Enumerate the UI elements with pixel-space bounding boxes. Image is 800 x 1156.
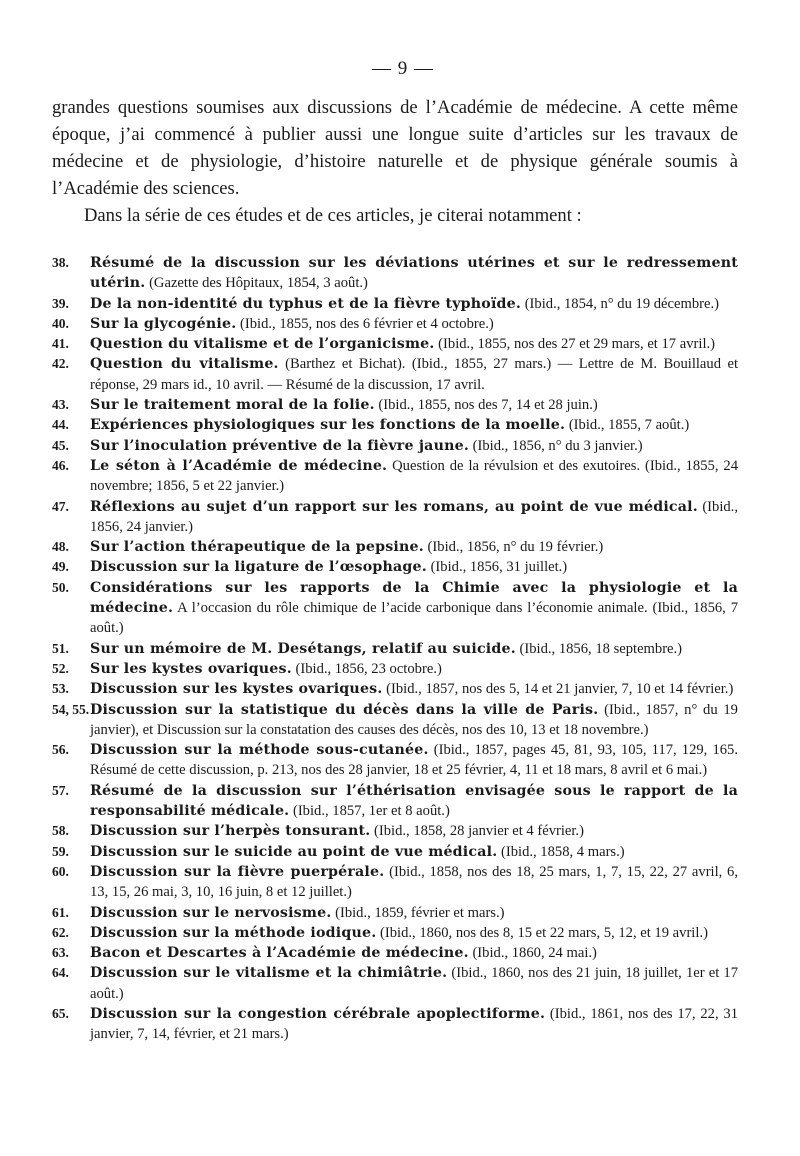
entry-body [90,334,738,354]
entry-body [90,659,738,679]
bibliography-entry [52,334,738,354]
entry-number: 39. [52,295,69,311]
bibliography-entry [52,557,738,577]
entry-body [90,639,738,659]
entry-number: 53. [52,681,69,697]
bibliography-entry [52,314,738,334]
entry-title: Sur la glycogénie. [90,315,237,332]
entry-number: 45. [52,437,69,453]
entry-number: 50. [52,579,69,595]
entry-reference: (Gazette des Hôpitaux, 1854, 3 août.) [145,275,368,292]
entry-title: Réflexions au sujet d’un rapport sur les romans, au point de vue médical. [90,498,698,515]
page-number: — 9 — [372,58,434,79]
entry-title: Discussion sur le vitalisme et la chimiâtrie. [90,965,448,982]
entry-title: Discussion sur la méthode sous-cutanée. [90,742,429,759]
entry-number: 46. [52,457,69,473]
entry-title: Discussion sur le nervosisme. [90,904,332,921]
bibliography-entry [52,862,738,903]
entry-number: 57. [52,782,69,798]
bibliography-entry [52,740,738,781]
entry-body [90,395,738,415]
entry-title: Sur les kystes ovariques. [90,660,292,677]
entry-number: 59. [52,843,69,859]
entry-reference: (Ibid., 1858, 28 janvier et 4 février.) [370,823,584,840]
bibliography-entry [52,1004,738,1045]
entry-reference: (Barthez et Bichat). (Ibid., 1855, 27 mars.) — Lettre de M. Bouillaud et réponse, 29 mars id., 10 avril. — Résumé de la discussion, 17 avril. [90,356,739,393]
bibliography-entry [52,903,738,923]
entry-title: Discussion sur l’herpès tonsurant. [90,823,371,840]
entry-number: 43. [52,397,69,413]
entry-body [90,862,738,903]
bibliography-entry [52,253,738,294]
entry-number: 41. [52,336,69,352]
bibliography-entry [52,294,738,314]
entry-title: Question du vitalisme et de l’organicisme. [90,336,435,353]
entry-reference: (Ibid., 1860, 24 mai.) [468,945,597,962]
bibliography-entry [52,578,738,639]
entry-title: Sur l’action thérapeutique de la pepsine. [90,539,424,556]
entry-body [90,253,738,294]
entry-number: 63. [52,945,69,961]
entry-number: 61. [52,904,69,920]
entry-title: Sur un mémoire de M. Desétangs, relatif au suicide. [90,640,516,657]
entry-reference: (Ibid., 1857, n° du 19 janvier), et Discussion sur la constatation des causes des décès, nos des 10, 13 et 18 novembre.) [90,701,738,738]
entry-number: 54, 55. [52,701,90,717]
entry-number: 58. [52,823,69,839]
entry-number: 47. [52,498,69,514]
entry-number: 48. [52,539,69,555]
entry-title: Discussion sur la ligature de l’œsophage. [90,559,427,576]
entry-title: Sur le traitement moral de la folie. [90,397,375,414]
entry-body [90,294,738,314]
entry-reference: (Ibid., 1856, n° du 3 janvier.) [468,437,643,454]
entry-body [90,578,738,639]
entry-body [90,679,738,699]
entry-reference: (Ibid., 1855, nos des 27 et 29 mars, et 17 avril.) [434,336,716,353]
entry-body [90,314,738,334]
entry-body [90,781,738,822]
entry-number: 38. [52,255,69,270]
bibliography-entry [52,639,738,659]
bibliography-entry [52,781,738,822]
entry-number: 40. [52,315,69,331]
bibliography-entry [52,456,738,497]
entry-title: Sur l’inoculation préventive de la fièvre jaune. [90,437,469,454]
bibliography-entry [52,821,738,841]
entry-title: Discussion sur les kystes ovariques. [90,681,383,698]
bibliography-entry [52,354,738,395]
entry-reference: (Ibid., 1854, n° du 19 décembre.) [521,295,719,312]
entry-number: 60. [52,863,69,879]
entry-number: 56. [52,742,69,758]
entry-reference: (Ibid., 1860, nos des 21 juin, 18 juillet, 1er et 17 août.) [90,965,738,1002]
bibliography-entry [52,436,738,456]
entry-reference: (Ibid., 1856, 31 juillet.) [426,559,568,576]
entry-title: Résumé de la discussion sur l’éthérisation envisagée sous le rapport de la responsabilité médicale. [90,782,738,820]
entry-reference: A l’occasion du rôle chimique de l’acide carbonique dans l’économie animale. (Ibid., 1856, 7 août.) [90,600,738,637]
bibliography-entry [52,415,738,435]
entry-body [90,1004,738,1045]
bibliography-entry [52,943,738,963]
entry-reference: (Ibid., 1857, 1er et 8 août.) [289,803,450,820]
entry-reference: (Ibid., 1856, 18 septembre.) [515,640,683,657]
entry-title: Le séton à l’Académie de médecine. [90,457,388,474]
entry-reference: (Ibid., 1856, 24 janvier.) [90,498,738,535]
entry-title: Discussion sur la méthode iodique. [90,924,377,941]
entry-body [90,903,738,923]
entry-number: 49. [52,559,69,575]
entry-body [90,943,738,963]
entry-title: De la non-identité du typhus et de la fièvre typhoïde. [90,295,522,312]
entry-reference: (Ibid., 1857, nos des 5, 14 et 21 janvier, 7, 10 et 14 février.) [382,681,734,698]
entry-title: Expériences physiologiques sur les fonctions de la moelle. [90,417,566,434]
entry-title: Considérations sur les rapports de la Chimie avec la physiologie et la médecine. [90,579,738,617]
entry-number: 65. [52,1005,69,1021]
bibliography-entry [52,497,738,538]
bibliography-entry [52,537,738,557]
entry-body [90,456,738,497]
entry-body [90,842,738,862]
entry-title: Discussion sur la congestion cérébrale apoplectiforme. [90,1005,546,1022]
entry-reference: (Ibid., 1860, nos des 8, 15 et 22 mars, 5, 12, et 19 avril.) [376,924,708,941]
entry-title: Discussion sur la statistique du décès dans la ville de Paris. [90,701,599,718]
intro-paragraph: grandes questions soumises aux discussions de l’Académie de médecine. A cette même époque, j’ai commencé à publier aussi une longue suite d’articles sur les travaux de médecine et de physiologie, d’histoire naturelle et de physique générale soumis à l’Académie des sciences. [52,97,738,199]
bibliography-entry [52,679,738,699]
entry-body [90,821,738,841]
bibliography-entry [52,395,738,415]
entry-reference: (Ibid., 1855, 7 août.) [565,417,690,434]
intro-lead-in: Dans la série de ces études et de ces articles, je citerai notamment : [84,205,582,226]
entry-body [90,537,738,557]
entry-number: 44. [52,417,69,433]
bibliography-entry [52,963,738,1004]
entry-body [90,497,738,538]
entry-body [90,415,738,435]
bibliography-entry [52,700,738,741]
entry-number: 51. [52,640,69,656]
entry-body [90,923,738,943]
entry-reference: (Ibid., 1858, nos des 18, 25 mars, 1, 7, 15, 22, 27 avril, 6, 13, 15, 26 mai, 3, 10, 16 juin, 8 et 12 juillet.) [90,863,738,901]
entry-title: Discussion sur le suicide au point de vue médical. [90,843,498,860]
entry-title: Question du vitalisme. [90,356,279,373]
entry-title: Résumé de la discussion sur les déviations utérines et sur le redressement utérin. [90,255,738,292]
entry-reference: (Ibid., 1859, février et mars.) [331,904,505,921]
entry-body [90,700,738,741]
entry-reference: (Ibid., 1856, n° du 19 février.) [423,539,604,556]
entry-reference: (Ibid., 1855, nos des 6 février et 4 octobre.) [236,315,494,332]
entry-reference: Question de la révulsion et des exutoires. (Ibid., 1855, 24 novembre; 1856, 5 et 22 janvier.) [90,457,738,495]
entry-number: 42. [52,356,69,372]
bibliography-entry [52,923,738,943]
bibliography-entry [52,659,738,679]
entry-reference: (Ibid., 1861, nos des 17, 22, 31 janvier, 7, 14, février, et 21 mars.) [90,1005,738,1043]
entry-reference: (Ibid., 1858, 4 mars.) [497,843,625,860]
bibliography-entry [52,842,738,862]
entry-body [90,963,738,1004]
entry-reference: (Ibid., 1855, nos des 7, 14 et 28 juin.) [374,397,598,414]
entry-reference: (Ibid., 1857, pages 45, 81, 93, 105, 117, 129, 165. Résumé de cette discussion, p. 213, nos des 28 janvier, 18 et 25 février, 4, 11 et 18 mars, 8 avril et 6 mai.) [90,742,738,779]
entry-title: Bacon et Descartes à l’Académie de médecine. [90,945,469,962]
entry-body [90,436,738,456]
entry-number: 64. [52,965,69,981]
entry-number: 62. [52,924,69,940]
bibliography-list [52,253,738,1045]
entry-title: Discussion sur la fièvre puerpérale. [90,863,385,880]
entry-body [90,354,738,395]
entry-number: 52. [52,660,69,676]
entry-body [90,740,738,781]
entry-body [90,557,738,577]
entry-reference: (Ibid., 1856, 23 octobre.) [291,660,442,677]
